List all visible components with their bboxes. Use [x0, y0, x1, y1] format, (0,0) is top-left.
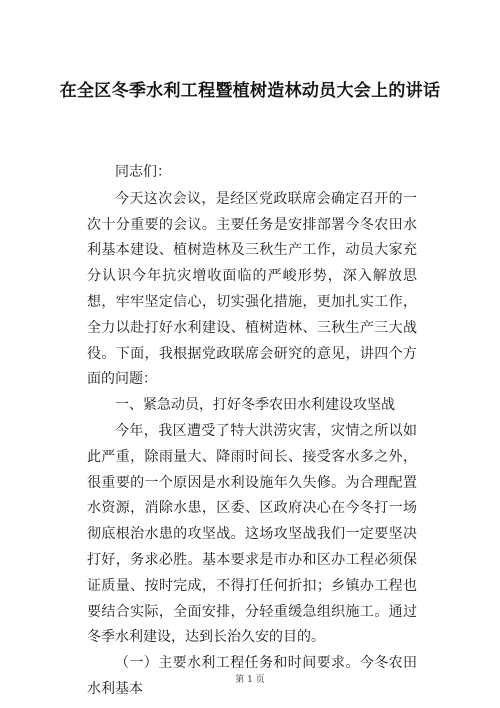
paragraph-intro: 今天这次会议，是经区党政联席会确定召开的一次十分重要的会议。主要任务是安排部署今冬农田水利基本建设、植树造林及三秋生产工作，动员大家充分认识今年抗灾增收面临的严峻形势，深入解放思想，牢牢坚定信心，切实强化措施，更加扎实工作，全力以赴打好水利建设、植树造林、三秋生产三大战役。下面，我根据党政联席会研究的意见，讲四个方面的问题：	[87, 190, 417, 388]
document-title: 在全区冬季水利工程暨植树造林动员大会上的讲话	[59, 81, 441, 101]
salutation: 同志们：	[115, 164, 171, 180]
paragraph-section-1: 今年，我区遭受了特大洪涝灾害，灾情之所以如此严重，除雨量大、降雨时间长、接受客水多之外，很重要的一个原因是水利设施年久失修。为合理配置水资源，消除水患，区委、区政府决心在今冬打一场彻底根治水患的攻坚战。这场攻坚战我们一定要坚决打好，务求必胜。基本要求是市办和区办工程必须保证质量、按时完成，不得打任何折扣；乡镇办工程也要结合实际，全面安排，分轻重缓急组织施工。通过冬季水利建设，达到长治久安的目的。	[87, 422, 417, 646]
document-body	[87, 160, 417, 703]
section-heading-1: 一、紧急动员，打好冬季农田水利建设攻坚战	[115, 397, 395, 414]
page-number-footer: 第 1 页	[235, 675, 265, 685]
subsection-heading-1: （一）主要水利工程任务和时间要求。今冬农田水利基本	[87, 655, 417, 697]
